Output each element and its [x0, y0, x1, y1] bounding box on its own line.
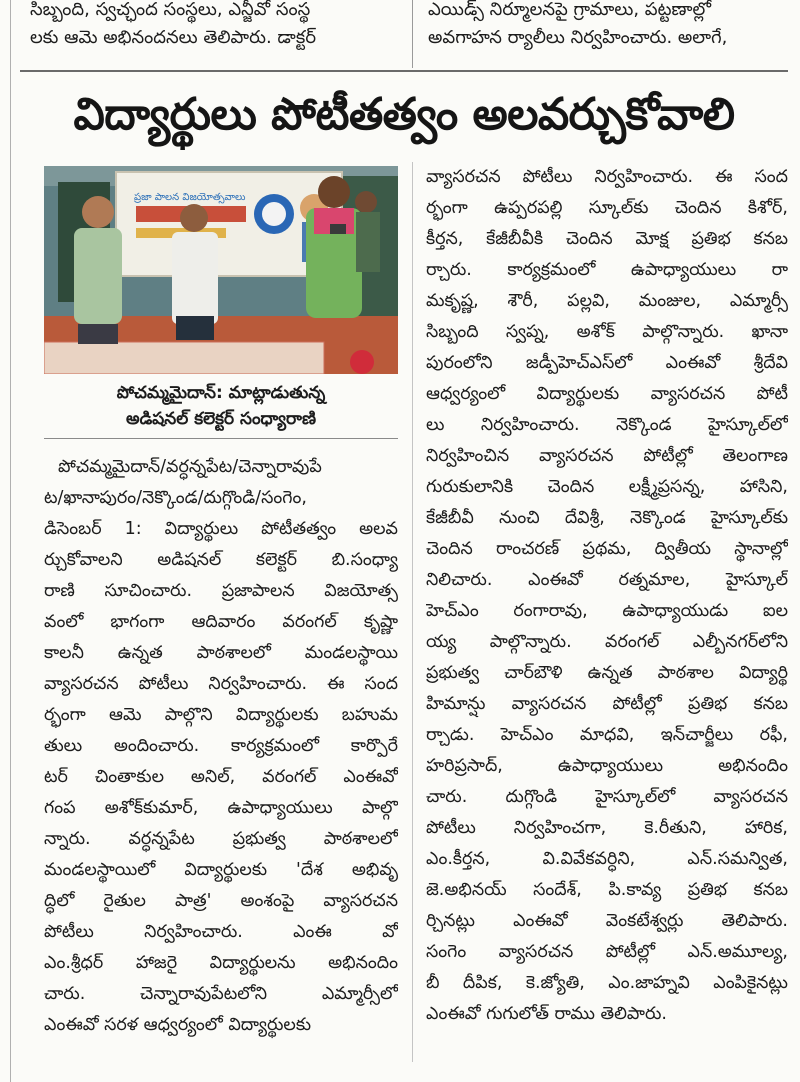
- body-line: టర్ చింతాకుల అనిల్, వరంగల్ ఎంఈవో: [44, 767, 398, 787]
- body-line: పోచమ్మమైదాన్/వర్ధన్నపేట/చెన్నారావుపే: [58, 457, 322, 477]
- previous-article-right-column: [428, 0, 788, 52]
- body-line: హెచ్ఎం రంగారావు, ఉపాధ్యాయుడు ఐల: [426, 601, 788, 621]
- previous-article-right-line-1: ఎయిడ్స్ నిర్మూలనపై గ్రామాలు, పట్టణాల్లో: [428, 0, 711, 20]
- body-line: పురంలోని జడ్పీహెచ్ఎస్‌లో ఎంఈవో శ్రీదేవి: [426, 353, 788, 373]
- caption-underline: [44, 438, 398, 439]
- body-line: జె.అభినయ్ సందేశ్, పి.కావ్య ప్రతిభ కనబ: [426, 880, 788, 900]
- previous-article-strip: [0, 0, 800, 68]
- article-body-left-column: [44, 452, 398, 1041]
- body-line: డిసెంబర్ 1: విద్యార్థులు పోటీతత్వం అలవ: [44, 519, 398, 539]
- body-line: ఎం.శ్రీధర్ హాజరై విద్యార్థులను అభినందిం: [44, 953, 398, 973]
- body-line: తులు అందించారు. కార్యక్రమంలో కార్పొరే: [44, 736, 398, 756]
- article-body-right-column: [426, 162, 788, 1030]
- body-line: మకృష్ణ, శౌరీ, పల్లవి, మంజుల, ఎమ్మార్సీ: [426, 291, 788, 311]
- body-line: ట/ఖానాపురం/నెక్కొండ/దుగ్గొండి/సంగెం,: [44, 488, 307, 508]
- body-line: ర్చినట్లు ఎంఈవో వెంకటేశ్వర్లు తెలిపారు.: [426, 911, 788, 931]
- body-line: ర్చాడు. హెచ్ఎం మాధవి, ఇన్‌చార్జీలు రఫీ,: [426, 725, 788, 745]
- body-line: హరిప్రసాద్, ఉపాధ్యాయులు అభినందిం: [426, 756, 788, 776]
- body-line: ఎంఈవో గుగులోత్ రాము తెలిపారు.: [426, 1004, 667, 1024]
- body-line: బీ దీపిక, కె.జ్యోతి, ఎం.జాహ్నవి ఎంపికైనట్లు: [426, 973, 788, 993]
- article-photo: [44, 166, 398, 374]
- body-line: కాలనీ ఉన్నత పాఠశాలలో మండలస్థాయి: [44, 643, 398, 663]
- body-line: వ్యాసరచన పోటీలు నిర్వహించారు. ఈ సంద: [44, 674, 398, 694]
- previous-article-right-line-2: అవగాహన ర్యాలీలు నిర్వహించారు. అలాగే,: [428, 27, 728, 48]
- photo-caption-line-2: అడిషనల్ కలెక్టర్ సంధ్యారాణి: [126, 409, 316, 429]
- body-line: గంప అశోక్‌కుమార్, ఉపాధ్యాయులు పాల్గొ: [44, 798, 398, 818]
- event-photo-illustration: [44, 166, 398, 374]
- top-column-divider: [412, 0, 413, 68]
- banner-small-text: ప్రజా పాలన విజయోత్సవాలు: [134, 192, 246, 203]
- body-line: నిలిచారు. ఎంఈవో రత్నమాల, హైస్కూల్: [426, 570, 788, 590]
- body-line: ప్రభుత్వ చార్‌బౌళి ఉన్నత పాఠశాల విద్యార్థి: [426, 663, 788, 683]
- body-line: హిమాన్షు వ్యాసరచన పోటీల్లో ప్రతిభ కనబ: [426, 694, 788, 714]
- previous-article-left-line-2: లకు ఆమె అభినందనలు తెలిపారు. డాక్టర్: [30, 27, 316, 48]
- photo-caption: [44, 380, 398, 432]
- body-line: లు నిర్వహించారు. నెక్కొండ హైస్కూల్‌లో: [426, 415, 788, 435]
- body-line: వంలో భాగంగా ఆదివారం వరంగల్ కృష్ణా: [44, 612, 398, 632]
- column-divider: [412, 162, 413, 1062]
- body-line: ఎంఈవో సరళ ఆధ్వర్యంలో విద్యార్థులకు: [44, 1015, 312, 1035]
- body-line: రాణి సూచించారు. ప్రజాపాలన విజయోత్స: [44, 581, 398, 601]
- body-line: ఆధ్వర్యంలో విద్యార్థులకు వ్యాసరచన పోటీ: [426, 384, 788, 404]
- body-line: ర్భంగా ఆమె పాల్గొని విద్యార్థులకు బహుమ: [44, 705, 398, 725]
- previous-article-left-line-1: సిబ్బంది, స్వచ్ఛంద సంస్థలు, ఎన్జీవో సంస్థ: [30, 0, 311, 20]
- body-line: న్నారు. వర్ధన్నపేట ప్రభుత్వ పాఠశాలలో: [44, 829, 398, 849]
- body-line: కేజీబీవీ నుంచి దేవిశ్రీ, నెక్కొండ హైస్కూల్‌కు: [426, 508, 788, 528]
- article-separator-rule: [20, 70, 788, 72]
- body-line: వ్యాసరచన పోటీలు నిర్వహించారు. ఈ సంద: [426, 167, 788, 187]
- body-line: ద్ధిలో రైతుల పాత్ర' అంశంపై వ్యాసరచన: [44, 891, 398, 911]
- body-line: కీర్తన, కేజీబీవీకి చెందిన మోక్ష ప్రతిభ కనబ: [426, 229, 788, 249]
- body-line: చారు. చెన్నారావుపేటలోని ఎమ్మార్సీలో: [44, 984, 398, 1004]
- body-line: చారు. దుగ్గొండి హైస్కూల్‌లో వ్యాసరచన: [426, 787, 788, 807]
- body-line: య్య పాల్గొన్నారు. వరంగల్ ఎల్బీనగర్‌లోని: [426, 632, 788, 652]
- body-line: ర్చారు. కార్యక్రమంలో ఉపాధ్యాయులు రా: [426, 260, 788, 280]
- body-line: పోటీలు నిర్వహించారు. ఎంఈ వో: [44, 922, 398, 942]
- body-line: సిబ్బంది స్వప్న, అశోక్ పాల్గొన్నారు. ఖానా: [426, 322, 788, 342]
- body-line: పోటీలు నిర్వహించగా, కె.రీతుని, హారిక,: [426, 818, 788, 838]
- body-line: నిర్వహించిన వ్యాసరచన పోటీల్లో తెలంగాణ: [426, 446, 788, 466]
- page-margin-rule: [10, 0, 11, 1082]
- photo-caption-line-1: పోచమ్మమైదాన్: మాట్లాడుతున్న: [116, 383, 326, 403]
- body-line: సంగెం వ్యాసరచన పోటీల్లో ఎన్.అమూల్య,: [426, 942, 788, 962]
- body-line: ర్భంగా ఉప్పరపల్లి స్కూల్‌కు చెందిన కిశోర్,: [426, 198, 788, 218]
- body-line: ర్చుకోవాలని అడిషనల్ కలెక్టర్ బి.సంధ్యా: [44, 550, 398, 570]
- body-line: గురుకులానికి చెందిన లక్ష్మీప్రసన్న, హాసిని,: [426, 477, 788, 497]
- body-line: ఎం.కీర్తన, వి.వివేకవర్ధిని, ఎన్.సమన్విత,: [426, 849, 788, 869]
- body-line: చెందిన రాంచరణ్ ప్రథమ, ద్వితీయ స్థానాల్లో: [426, 539, 788, 559]
- article-headline: విద్యార్థులు పోటీతత్వం అలవర్చుకోవాలి: [73, 89, 735, 140]
- body-line: మండలస్థాయిలో విద్యార్థులకు 'దేశ అభివృ: [44, 860, 398, 880]
- previous-article-left-column: [30, 0, 400, 52]
